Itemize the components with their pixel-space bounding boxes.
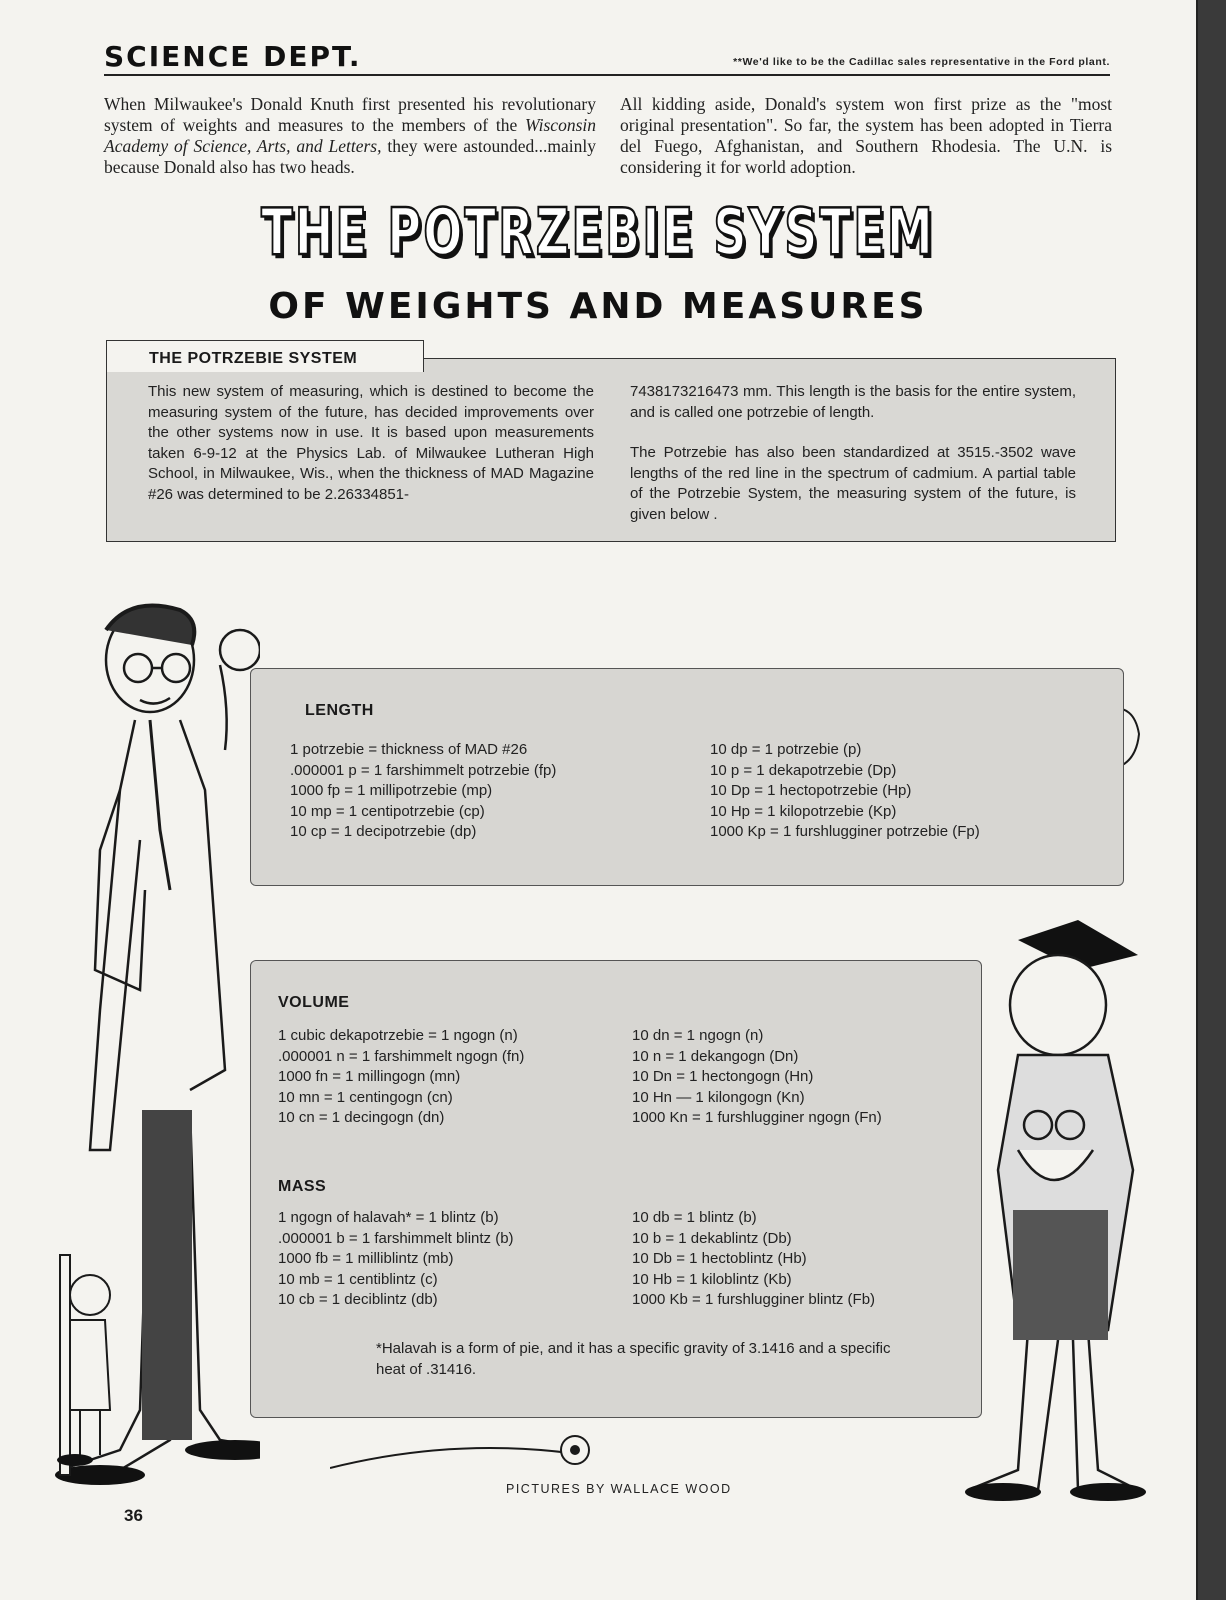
- mass-row: .000001 b = 1 farshimmelt blintz (b): [278, 1229, 514, 1247]
- mass-row: 10 b = 1 dekablintz (Db): [632, 1229, 792, 1247]
- length-list-left: [290, 740, 556, 843]
- length-heading: LENGTH: [305, 702, 374, 719]
- info-right-text: [630, 382, 1076, 525]
- mass-row: 10 cb = 1 deciblintz (db): [278, 1291, 438, 1308]
- volume-row: 1000 Kn = 1 furshlugginer ngogn (Fn): [632, 1109, 882, 1126]
- volume-heading: VOLUME: [278, 994, 350, 1011]
- volume-row: 10 cn = 1 decingogn (dn): [278, 1109, 445, 1126]
- header-tagline: **We'd like to be the Cadillac sales representative in the Ford plant.: [733, 56, 1110, 68]
- volume-row: 10 n = 1 dekangogn (Dn): [632, 1047, 799, 1065]
- kid-with-ruler-illustration: [30, 1250, 120, 1480]
- section-header: SCIENCE DEPT.: [104, 40, 362, 73]
- volume-row: 10 dn = 1 ngogn (n): [632, 1027, 764, 1044]
- length-row: 10 Dp = 1 hectopotrzebie (Hp): [710, 782, 912, 799]
- length-row: 1000 Kp = 1 furshlugginer potrzebie (Fp): [710, 823, 980, 840]
- intro-text-b: they were astounded...mainly because Donald also has two heads.: [104, 136, 596, 177]
- length-row: 10 p = 1 dekapotrzebie (Dp): [710, 761, 897, 779]
- mass-list-left: [278, 1208, 514, 1311]
- mass-row: 10 db = 1 blintz (b): [632, 1209, 757, 1226]
- volume-row: 1 cubic dekapotrzebie = 1 ngogn (n): [278, 1027, 518, 1044]
- paragraph-gap: [630, 423, 1076, 443]
- length-row: 10 Hp = 1 kilopotrzebie (Kp): [710, 802, 897, 820]
- header-rule: [104, 74, 1110, 76]
- volume-row: .000001 n = 1 farshimmelt ngogn (fn): [278, 1047, 525, 1065]
- volume-list-right: [632, 1026, 882, 1129]
- mass-row: 1 ngogn of halavah* = 1 blintz (b): [278, 1209, 499, 1226]
- halavah-footnote: *Halavah is a form of pie, and it has a specific gravity of 3.1416 and a specific heat of .31416.: [376, 1340, 891, 1378]
- intro-academy-name: Wisconsin Academy of Science, Arts, and Letters,: [104, 115, 596, 156]
- mass-row: 1000 fb = 1 milliblintz (mb): [278, 1250, 454, 1267]
- intro-right-paragraph: All kidding aside, Donald's system won first prize as the "most original presentation". So far, the system has been adopted in Tierra del Fuego, Afghanistan, and Southern Rhodesia. The U.N. is considering it for world adoption.: [620, 94, 1112, 177]
- volume-row: 10 Hn — 1 kilongogn (Kn): [632, 1088, 805, 1106]
- page-number: 36: [124, 1506, 143, 1525]
- mass-heading: MASS: [278, 1178, 327, 1195]
- professors-illustration: [958, 910, 1168, 1510]
- info-right-paragraph-1: 7438173216473 mm. This length is the basis for the entire system, and is called one potrzebie of length.: [630, 383, 1076, 421]
- volume-row: 1000 fn = 1 millingogn (mn): [278, 1068, 461, 1085]
- info-right-paragraph-2: The Potrzebie has also been standardized at 3515.-3502 wave lengths of the red line in the spectrum of cadmium. A partial table of the Potrzebie System, the measuring system of the future, is given below .: [630, 444, 1076, 523]
- volume-list-left: [278, 1026, 524, 1129]
- mass-row: 1000 Kb = 1 furshlugginer blintz (Fb): [632, 1291, 876, 1308]
- length-row: 1000 fp = 1 millipotrzebie (mp): [290, 782, 493, 799]
- mass-row: 10 Db = 1 hectoblintz (Hb): [632, 1250, 807, 1267]
- mass-row: 10 mb = 1 centiblintz (c): [278, 1270, 438, 1288]
- sub-title: OF WEIGHTS AND MEASURES: [268, 286, 928, 327]
- intro-left-paragraph: [104, 94, 596, 178]
- picture-credit: PICTURES BY WALLACE WOOD: [506, 1482, 732, 1496]
- tape-measure-illustration: [330, 1428, 600, 1488]
- info-left-text: This new system of measuring, which is destined to become the measuring system of the future, has decided improvements over the other systems now in use. It is based upon measurements taken 6-9-12 at the Physics Lab. of Milwaukee Lutheran High School, in Milwaukee, Wis., when the thickness of MAD Magazine #26 was determined to be 2.26334851-: [148, 383, 594, 503]
- length-row: 1 potrzebie = thickness of MAD #26: [290, 741, 528, 758]
- mass-row: 10 Hb = 1 kiloblintz (Kb): [632, 1270, 792, 1288]
- volume-row: 10 Dn = 1 hectongogn (Hn): [632, 1068, 814, 1085]
- length-row: 10 dp = 1 potrzebie (p): [710, 741, 862, 758]
- volume-row: 10 mn = 1 centingogn (cn): [278, 1088, 453, 1106]
- main-title: THE POTRZEBIE SYSTEM: [261, 196, 935, 270]
- mass-list-right: [632, 1208, 875, 1311]
- intro-text-a: When Milwaukee's Donald Knuth first presented his revolutionary system of weights and measures to the members of the: [104, 94, 596, 135]
- length-list-right: [710, 740, 980, 843]
- length-row: 10 mp = 1 centipotrzebie (cp): [290, 802, 485, 820]
- length-row: .000001 p = 1 farshimmelt potrzebie (fp): [290, 761, 557, 779]
- info-box-heading: THE POTRZEBIE SYSTEM: [106, 340, 424, 372]
- length-row: 10 cp = 1 decipotrzebie (dp): [290, 823, 477, 840]
